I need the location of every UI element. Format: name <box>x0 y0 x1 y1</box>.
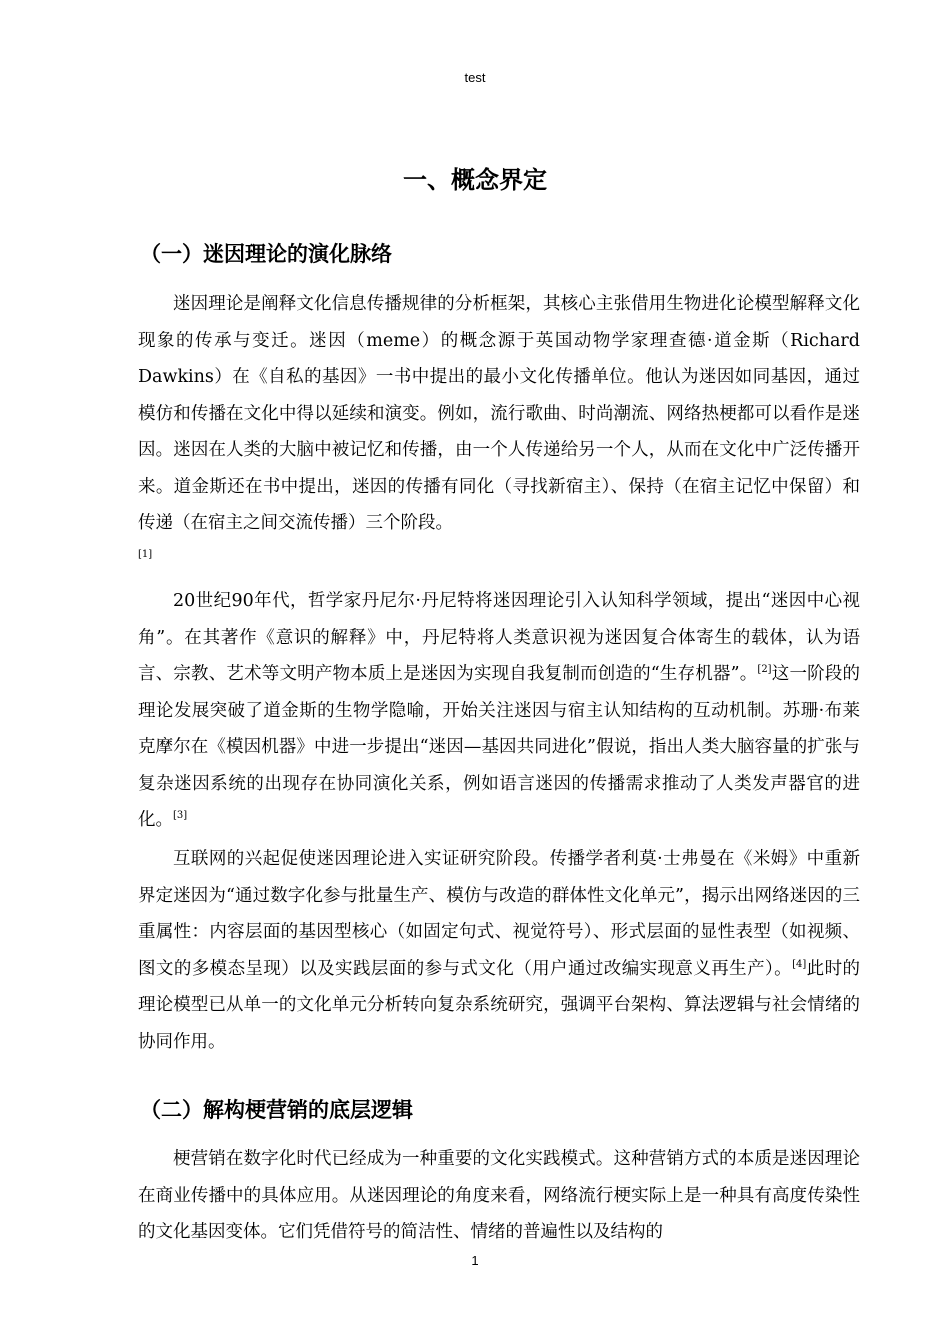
page-number: 1 <box>471 1253 479 1268</box>
footnote-ref-1: [1] <box>138 548 153 560</box>
paragraph-text: 迷因理论是阐释文化信息传播规律的分析框架，其核心主张借用生物进化论模型解释文化现象的传承与变迁。迷因（meme）的概念源于英国动物学家理查德·道金斯（Richard Dawkins）在《自私的基因》一书中提出的最小文化传播单位。他认为迷因如同基因，通过模仿和传播在文化中得以延续和演变。例如，流行歌曲、时尚潮流、网络热梗都可以看作是迷因。迷因在人类的大脑中被记忆和传播，由一个人传递给另一个人，从而在文化中广泛传播开来。道金斯还在书中提出，迷因的传播有同化（寻找新宿主）、保持（在宿主记忆中保留）和传递（在宿主之间交流传播）三个阶段。 <box>138 294 860 533</box>
section-2-heading: （二）解构梗营销的底层逻辑 <box>140 1098 413 1122</box>
section-1-paragraph-1 <box>138 286 860 562</box>
page-header: test <box>464 70 486 85</box>
paragraph-text-b: 此时的理论模型已从单一的文化单元分析转向复杂系统研究，强调平台架构、算法逻辑与社会情绪的协同作用。 <box>138 958 861 1052</box>
footnote-ref-2: [2] <box>757 664 772 676</box>
section-2-paragraph-1: 梗营销在数字化时代已经成为一种重要的文化实践模式。这种营销方式的本质是迷因理论在商业传播中的具体应用。从迷因理论的角度来看，网络流行梗实际上是一种具有高度传染性的文化基因变体。它们凭借符号的简洁性、情绪的普遍性以及结构的 <box>138 1149 860 1242</box>
footnote-ref-3: [3] <box>173 810 188 822</box>
paragraph-text-a: 互联网的兴起促使迷因理论进入实证研究阶段。传播学者利莫·士弗曼在《米姆》中重新界定迷因为“通过数字化参与批量生产、模仿与改造的群体性文化单元”，揭示出网络迷因的三重属性：内容层面的基因型核心（如固定句式、视觉符号）、形式层面的显性表型（如视频、图文的多模态呈现）以及实践层面的参与式文化（用户通过改编实现意义再生产）。 <box>138 849 860 979</box>
section-1-paragraph-3 <box>138 841 860 1060</box>
page-title: 一、概念界定 <box>403 166 547 194</box>
section-1-paragraph-2 <box>138 583 860 839</box>
section-1-heading: （一）迷因理论的演化脉络 <box>140 242 392 266</box>
footnote-ref-4: [4] <box>792 958 807 970</box>
paragraph-text-a: 20世纪90年代，哲学家丹尼尔·丹尼特将迷因理论引入认知科学领域，提出“迷因中心视角”。在其著作《意识的解释》中，丹尼特将人类意识视为迷因复合体寄生的载体，认为语言、宗教、艺术等文明产物本质上是迷因为实现自我复制而创造的“生存机器”。 <box>138 591 860 684</box>
paragraph-text-b: 这一阶段的理论发展突破了道金斯的生物学隐喻，开始关注迷因与宿主认知结构的互动机制。苏珊·布莱克摩尔在《模因机器》中进一步提出“迷因—基因共同进化”假说，指出人类大脑容量的扩张与复杂迷因系统的出现存在协同演化关系，例如语言迷因的传播需求推动了人类发声器官的进化。 <box>138 664 861 830</box>
